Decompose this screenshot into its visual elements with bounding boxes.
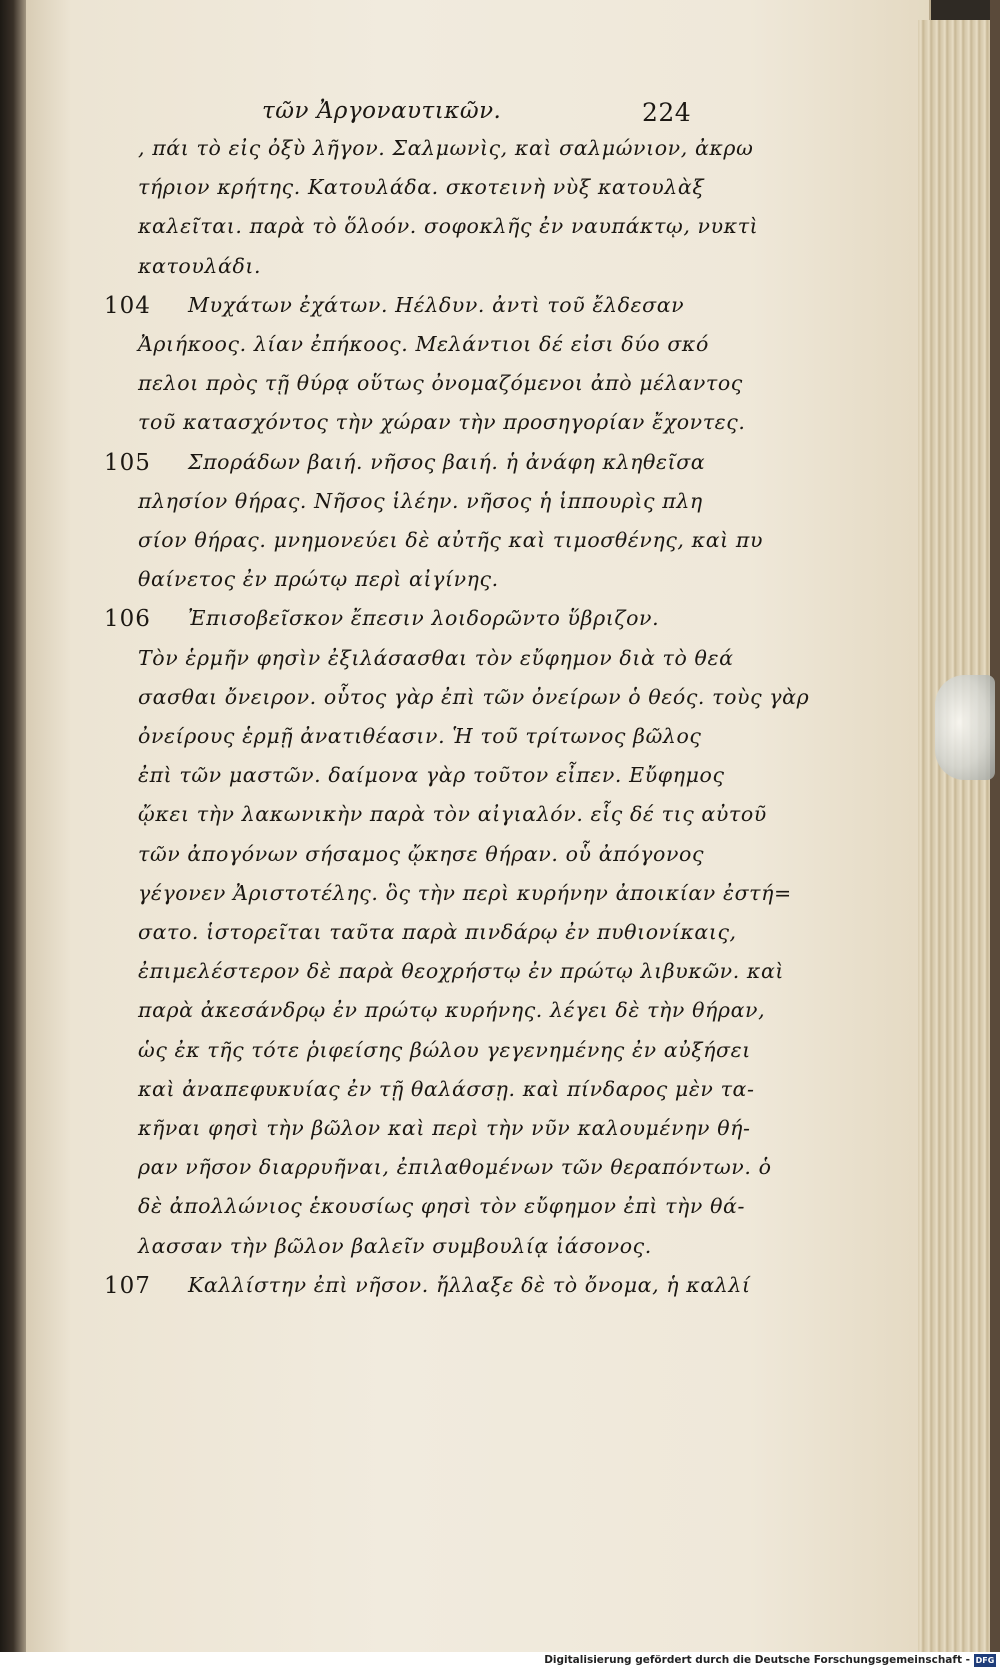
page-fore-edge xyxy=(918,20,1000,1652)
line-text: λασσαν τὴν βῶλον βαλεῖν συμβουλίᾳ ἰάσονος. xyxy=(138,1233,652,1258)
line-text: Ἐπισοβεῖσκον ἔπεσιν λοιδορῶντο ὕβριζον. xyxy=(188,606,660,631)
footer xyxy=(0,1652,1000,1670)
line-text: τῶν ἀπογόνων σήσαμος ᾤκησε θήραν. οὗ ἀπόγονος xyxy=(138,841,705,866)
page-clip xyxy=(935,675,995,780)
section-number: 105 xyxy=(104,449,151,476)
section-number: 104 xyxy=(104,292,151,319)
running-head-title: τῶν Ἀργοναυτικῶν. xyxy=(262,98,502,124)
line-text: πελοι πρὸς τῇ θύρᾳ οὕτως ὀνομαζόμενοι ἀπὸ μέλαντος xyxy=(138,371,743,396)
dfg-logo: DFG xyxy=(975,1656,995,1665)
line-text: σασθαι ὄνειρον. οὗτος γὰρ ἐπὶ τῶν ὀνείρων ὁ θεός. τοὺς γὰρ xyxy=(138,684,810,709)
line-text: ὀνείρους ἑρμῇ ἀνατιθέασιν. Ἡ τοῦ τρίτωνος βῶλος xyxy=(138,724,702,748)
footer-credit: Digitalisierung gefördert durch die Deutsche Forschungsgemeinschaft - xyxy=(544,1654,970,1666)
section-number: 107 xyxy=(104,1272,151,1299)
line-text: Μυχάτων ἐχάτων. Ηέλδυν. ἀντὶ τοῦ ἔλδεσαν xyxy=(188,292,685,317)
line-text: κατουλάδι. xyxy=(138,253,262,278)
line-text: ραν νῆσον διαρρυῆναι, ἐπιλαθομένων τῶν θεραπόντων. ὁ xyxy=(138,1155,772,1180)
line-text: κῆναι φησὶ τὴν βῶλον καὶ περὶ τὴν νῦν καλουμένην θή- xyxy=(138,1116,751,1140)
line-text: Καλλίστην ἐπὶ νῆσον. ἤλλαξε δὲ τὸ ὄνομα, ἡ καλλί xyxy=(188,1272,751,1297)
line-text: δὲ ἀπολλώνιος ἑκουσίως φησὶ τὸν εὔφημον ἐπὶ τὴν θά- xyxy=(138,1194,745,1219)
line-text: ᾤκει τὴν λακωνικὴν παρὰ τὸν αἰγιαλόν. εἷς δέ τις αὐτοῦ xyxy=(138,802,767,827)
line-text: γέγονεν Ἀριστοτέλης. ὃς τὴν περὶ κυρήνην ἀποικίαν ἐστή= xyxy=(138,880,792,905)
line-text: σίον θήρας. μνημονεύει δὲ αὐτῆς καὶ τιμοσθένης, καὶ πυ xyxy=(138,528,764,552)
line-text: Σποράδων βαιή. νῆσος βαιή. ἡ ἀνάφη κληθεῖσα xyxy=(188,449,706,474)
line-text: ὡς ἐκ τῆς τότε ῥιφείσης βώλου γεγενημένης ἐν αὐξήσει xyxy=(138,1037,751,1062)
line-text: τήριον κρήτης. Κατουλάδα. σκοτεινὴ νὺξ κατουλὰξ xyxy=(138,175,705,200)
line-text: σατο. ἱστορεῖται ταῦτα παρὰ πινδάρῳ ἐν πυθιονίκαις, xyxy=(138,920,737,944)
line-text: παρὰ ἀκεσάνδρῳ ἐν πρώτῳ κυρήνης. λέγει δὲ τὴν θήραν, xyxy=(138,998,766,1023)
line-text: καλεῖται. παρὰ τὸ ὅλοόν. σοφοκλῆς ἐν ναυπάκτῳ, νυκτὶ xyxy=(138,214,759,239)
line-text: τοῦ κατασχόντος τὴν χώραν τὴν προσηγορίαν ἔχοντες. xyxy=(138,410,746,435)
line-text: καὶ ἀναπεφυκυίας ἐν τῇ θαλάσσῃ. καὶ πίνδαρος μὲν τα- xyxy=(138,1076,755,1101)
book-cover-edge xyxy=(990,0,1000,1652)
page-number: 224 xyxy=(642,98,692,127)
line-text: πλησίον θήρας. Νῆσος ἱλέην. νῆσος ἡ ἱππουρὶς πλη xyxy=(138,488,703,513)
line-text: ἐπιμελέστερον δὲ παρὰ θεοχρήστῳ ἐν πρώτῳ λιβυκῶν. καὶ xyxy=(138,959,785,984)
line-text: Ἀριήκοος. λίαν ἐπήκοος. Μελάντιοι δέ εἰσι δύο σκό xyxy=(138,332,709,356)
line-text: , πάι τὸ εἰς ὀξὺ λῆγον. Σαλμωνὶς, καὶ σαλμώνιον, ἀκρω xyxy=(138,136,754,160)
book-page xyxy=(26,0,931,1652)
text-block xyxy=(104,126,810,1306)
section-number: 106 xyxy=(104,606,151,633)
line-text: Τὸν ἑρμῆν φησὶν ἐξιλάσασθαι τὸν εὔφημον διὰ τὸ θεά xyxy=(138,645,734,670)
line-text: θαίνετος ἐν πρώτῳ περὶ αἰγίνης. xyxy=(138,567,499,592)
line-text: ἐπὶ τῶν μαστῶν. δαίμονα γὰρ τοῦτον εἶπεν. Εὔφημος xyxy=(138,763,725,788)
